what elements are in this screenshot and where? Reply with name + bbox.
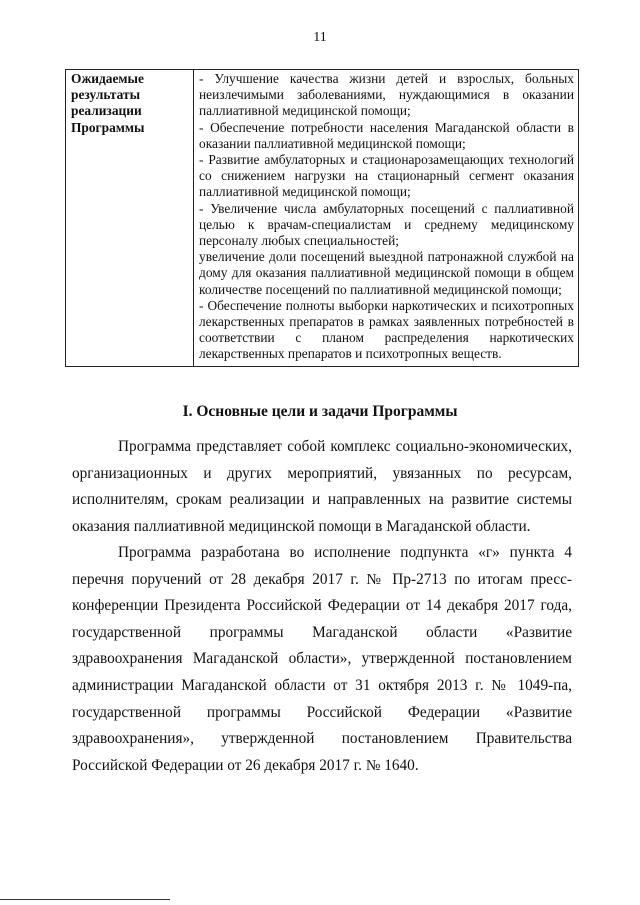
section-heading: I. Основные цели и задачи Программы <box>182 403 458 420</box>
result-item: - Обеспечение потребности населения Магаданской области в оказании паллиативной медицинской помощи; <box>199 119 574 151</box>
table-label-cell: Ожидаемые результаты реализации Программы <box>66 70 194 367</box>
footer-rule <box>0 899 170 900</box>
body-paragraph: Программа разработана во исполнение подпункта «г» пункта 4 перечня поручений от 28 декабря 2017 г. № Пр-2713 по итогам пресс-конференции Президента Российской Федерации от 14 декабря 2017 года, государственной программы Магаданской области «Развитие здравоохранения Магаданской области», утвержденной постановлением администрации Магаданской области от 31 октября 2013 г. № 1049-па, государственной программы Российской Федерации «Развитие здравоохранения», утвержденной постановлением Правительства Российской Федерации от 26 декабря 2017 г. № 1640. <box>72 544 572 774</box>
table-row <box>66 70 579 367</box>
result-item: - Развитие амбулаторных и стационарозамещающих технологий со снижением нагрузки на стационарный сегмент оказания паллиативной медицинской помощи; <box>199 152 574 200</box>
expected-results-table <box>65 69 579 367</box>
body-paragraph-container <box>72 434 572 540</box>
result-item: - Обеспечение полноты выборки наркотических и психотропных лекарственных препаратов в рамках заявленных потребностей в соответствии с планом распределения наркотических лекарственных препаратов и психотропных веществ. <box>199 297 574 362</box>
result-item: увеличение доли посещений выездной патронажной службой на дому для оказания паллиативной медицинской помощи в общем количестве посещений по паллиативной медицинской помощи; <box>199 249 574 297</box>
table-content-cell <box>194 70 579 367</box>
body-paragraph: Программа представляет собой комплекс социально-экономических, организационных и других мероприятий, увязанных по ресурсам, исполнителям, срокам реализации и направленных на развитие системы оказания паллиативной медицинской помощи в Магаданской области. <box>72 438 572 535</box>
result-item: - Увеличение числа амбулаторных посещений с паллиативной целью к врачам-специалистам и среднему медицинскому персоналу любых специальностей; <box>199 200 574 249</box>
result-item: - Улучшение качества жизни детей и взрослых, больных неизлечимыми заболеваниями, нуждающимися в оказании паллиативной медицинской помощи; <box>199 71 574 119</box>
body-paragraph-container <box>72 540 572 779</box>
page-number: 11 <box>313 30 327 45</box>
